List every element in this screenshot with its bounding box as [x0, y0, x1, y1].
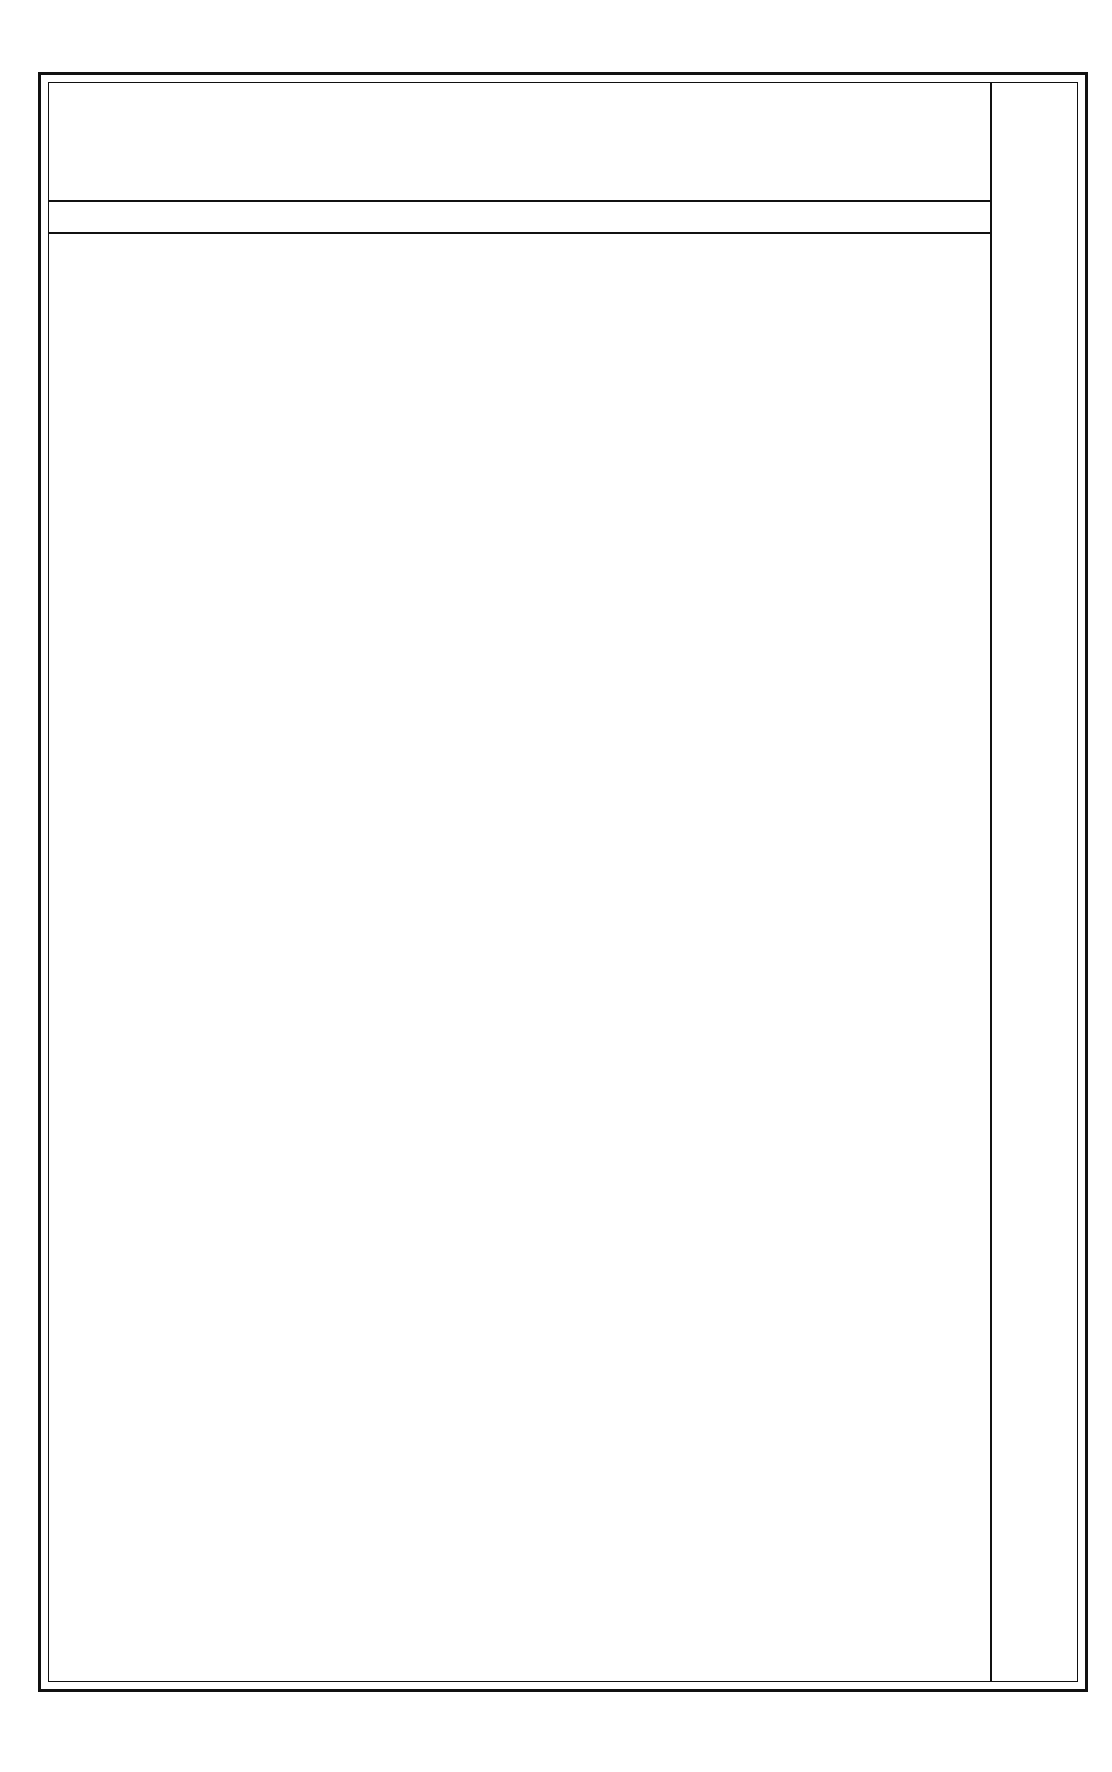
header-divider-bottom	[48, 232, 990, 234]
page-frame-inner	[48, 82, 1078, 1682]
header-divider-top	[48, 200, 990, 202]
margin-divider	[990, 82, 992, 1682]
